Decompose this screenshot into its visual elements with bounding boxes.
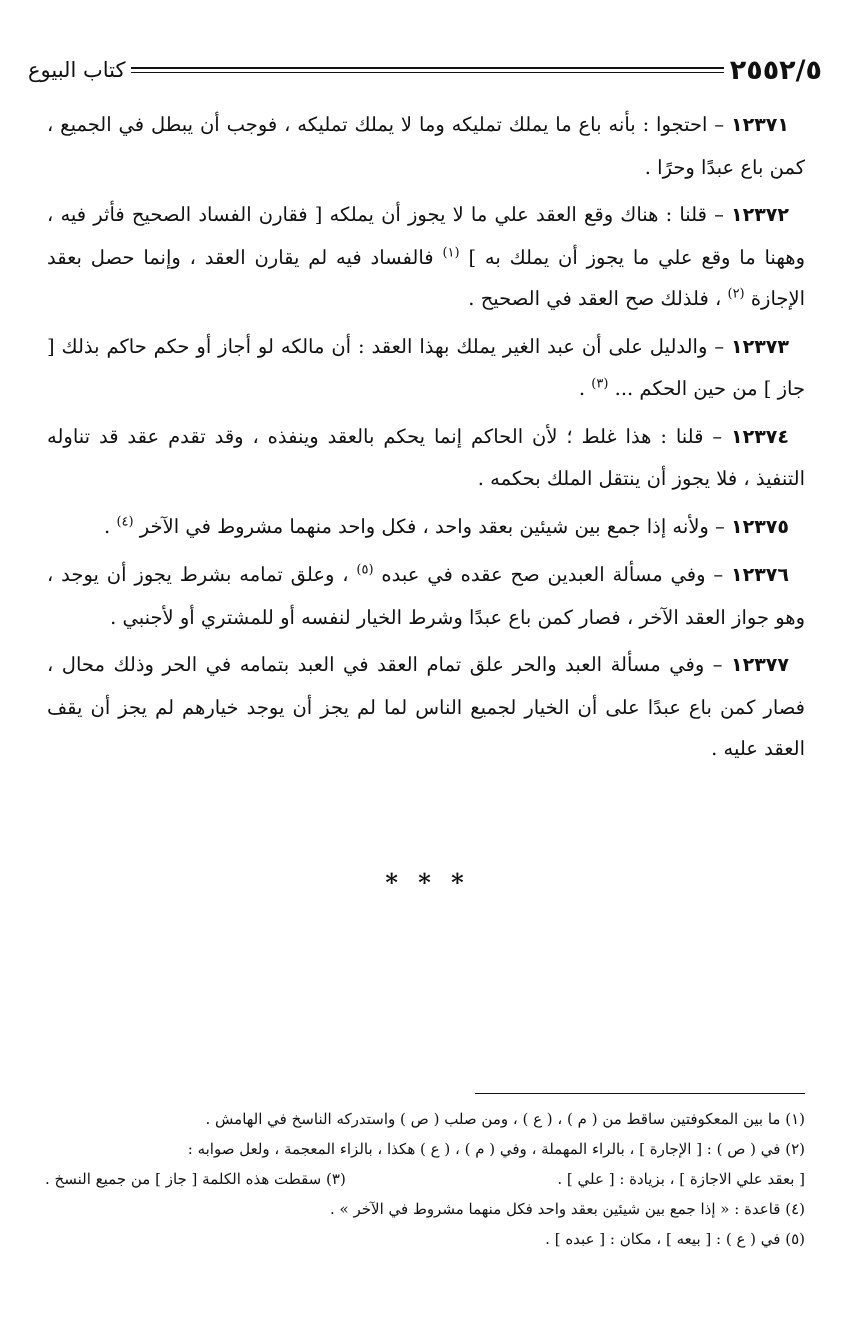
paragraph-12377 [47,644,805,770]
paragraph-text: – قلنا : هناك وقع العقد علي ما لا يجوز أن يملكه [ فقارن الفساد الصحيح فأثر فيه ، وههنا ما وقع علي ما يجوز أن يملك به ] [47,203,806,269]
paragraph-number: ١٢٣٧٢ [731,204,789,226]
footnote-2-continued: [ بعقد علي الاجازة ] ، بزيادة : [ علي ] . [557,1170,805,1188]
paragraph-text: – احتجوا : بأنه باع ما يملك تمليكه وما لا يملك تمليكه ، فوجب أن يبطل في الجميع ، كمن باع عبدًا وحرًا . [47,113,805,179]
footnotes [45,1104,805,1254]
paragraph-text: . [104,514,117,538]
paragraph-text: – والدليل على أن عبد الغير يملك بهذا العقد : أن مالكه لو أجاز أو حكم حاكم بذلك [ جاز ] من حين الحكم ... [47,334,805,400]
page-body [47,104,805,776]
paragraph-text: – ولأنه إذا جمع بين شيئين بعقد واحد ، فكل واحد منهما مشروط في الآخر [133,514,732,538]
paragraph-text: – قلنا : هذا غلط ؛ لأن الحاكم إنما يحكم بالعقد وينفذه ، وقد تقدم عقد قد تناوله التنفيذ ، فلا يجوز أن ينتقل الملك بحكمه . [47,424,805,490]
paragraph-12374 [47,416,805,500]
footnote-1: (١) ما بين المعكوفتين ساقط من ( م ) ، ( ع ) ، ومن صلب ( ص ) واستدركه الناسخ في الهامش . [205,1110,805,1128]
footnote-4: (٤) قاعدة : « إذا جمع بين شيئين بعقد واحد فكل منهما مشروط في الآخر » . [329,1200,805,1218]
paragraph-text: . [578,377,592,400]
footnote-2: (٢) في ( ص ) : [ الإجارة ] ، بالراء المهملة ، وفي ( م ) ، ( ع ) هكذا ، بالزاء المعجمة ، ولعل صوابه : [187,1140,805,1158]
paragraph-number: ١٢٣٧١ [731,114,789,136]
paragraph-text: فالفساد فيه لم يقارن العقد ، وإنما حصل بعقد الإجازة [47,245,805,310]
paragraph-12375 [47,506,805,549]
paragraph-number: ١٢٣٧٧ [731,654,789,676]
paragraph-text: ، فلذلك صح العقد في الصحيح . [468,287,728,310]
footnote-ref: (٣) [591,376,609,392]
header-rule [131,67,723,73]
footnote-5: (٥) في ( ع ) : [ بيعه ] ، مكان : [ عبده ] . [545,1230,805,1248]
footnote-ref: (١) [442,245,460,260]
paragraph-12372 [47,194,805,320]
section-separator: * * * [385,868,470,897]
page-header [28,50,822,90]
paragraph-number: ١٢٣٧٥ [731,515,789,538]
paragraph-12373 [47,326,805,410]
book-title: كتاب البيوع [28,58,126,82]
paragraph-number: ١٢٣٧٤ [731,425,789,448]
paragraph-text: – وفي مسألة العبد والحر علق تمام العقد في العبد بتمامه في الحر وذلك محال ، فصار كمن باع عبدًا على أن الخيار لجميع الناس لما لم يجز أن يوجد خيارهم لم يجز أن يقف العقد عليه . [47,653,805,760]
paragraph-number: ١٢٣٧٣ [731,335,789,358]
footnote-rule [475,1093,805,1094]
footnote-row [45,1164,805,1194]
footnote-ref: (٥) [356,562,374,578]
footnote-3: (٣) سقطت هذه الكلمة [ جاز ] من جميع النسخ . [45,1170,346,1188]
page-number: ٢٥٥٢/٥ [729,54,822,86]
footnote-ref: (٢) [727,286,745,302]
footnote-ref: (٤) [116,514,134,529]
paragraph-12376 [47,554,805,638]
paragraph-text: – وفي مسألة العبدين صح عقده في عبده [373,563,732,586]
paragraph-12371 [47,104,805,188]
paragraph-number: ١٢٣٧٦ [731,564,789,586]
paragraph-text: ، وعلق تمامه بشرط يجوز أن يوجد ، وهو جواز العقد الآخر ، فصار كمن باع عبدًا وشرط الخيار لنفسه أو للمشتري أو لأجنبي . [47,563,805,629]
